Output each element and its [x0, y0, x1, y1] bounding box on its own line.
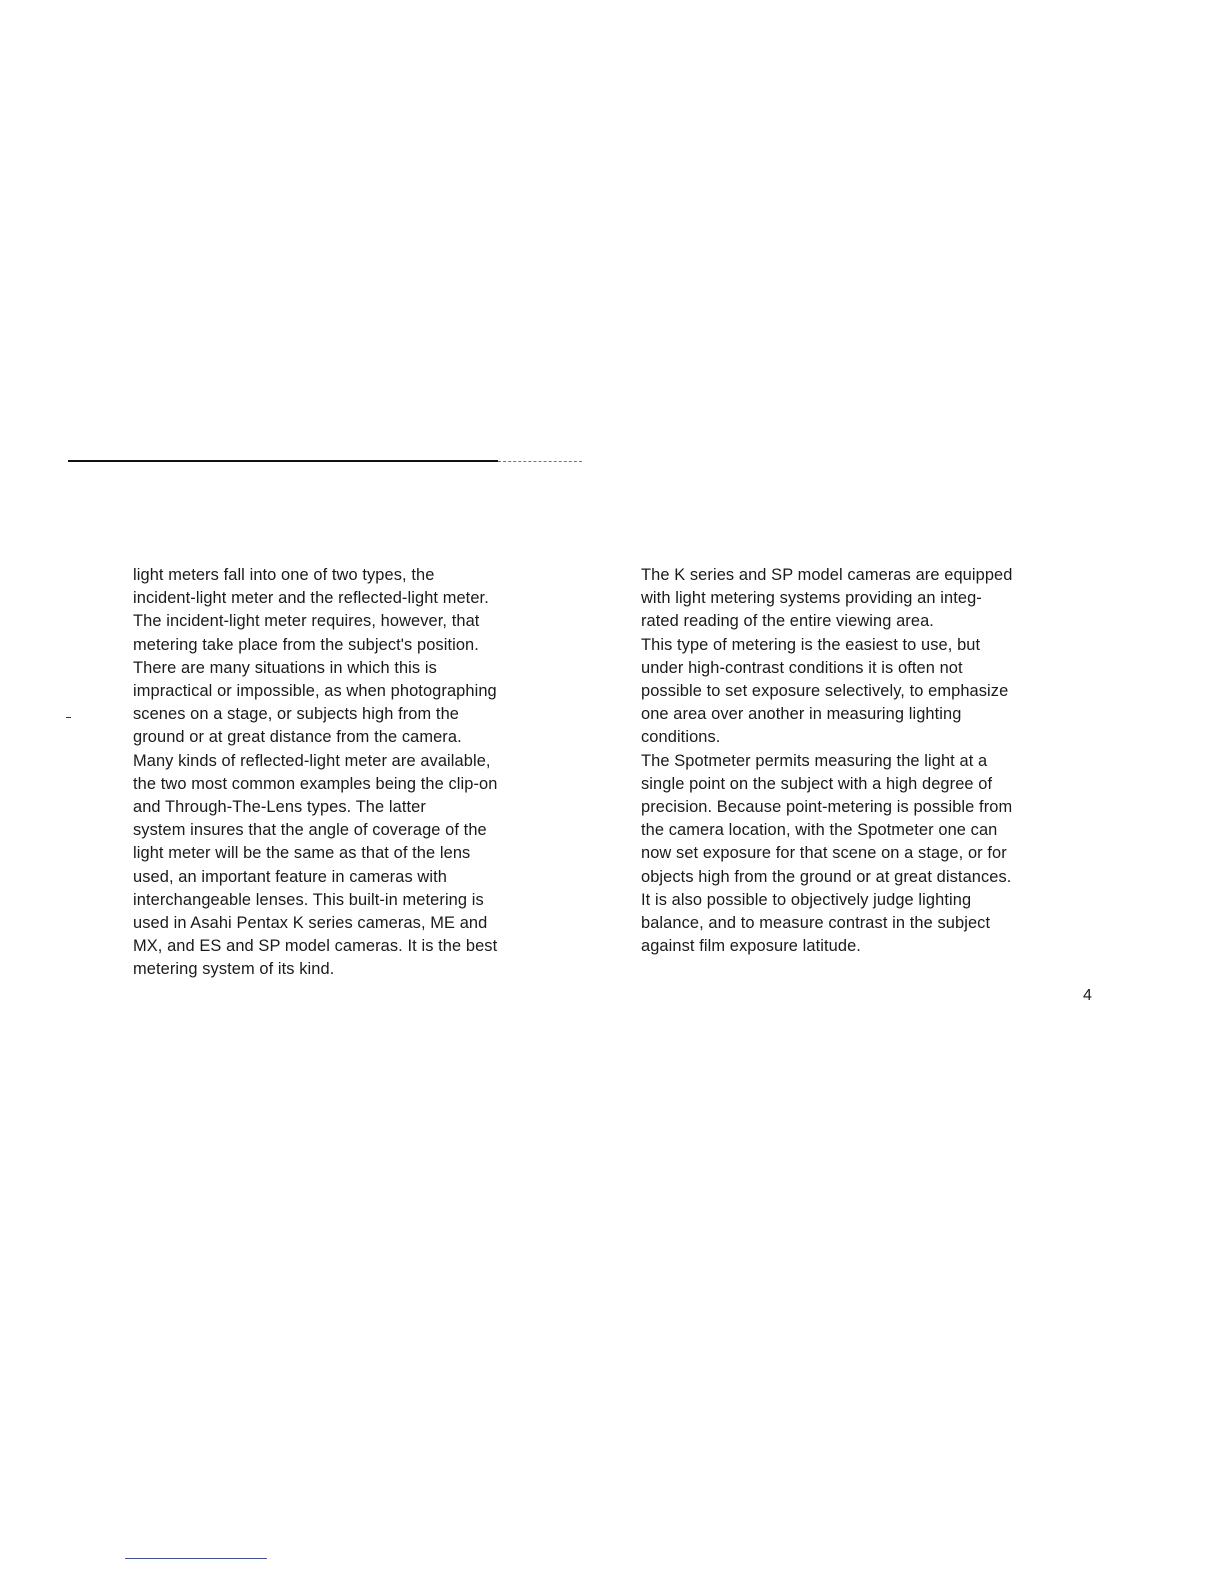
left-column — [133, 564, 603, 982]
footer-rule — [125, 1558, 267, 1559]
right-column-text: The K series and SP model cameras are equipped with light metering systems providing an integ- rated reading of the entire viewing area. This type of metering is the easiest to use, but under high-contrast conditions it is often not possible to set exposure selectively, to emphasize one area over another in measuring lighting conditions. The Spotmeter permits measuring the light at a single point on the subject with a high degree of precision. Because point-metering is possible from the camera location, with the Spotmeter one can now set exposure for that scene on a stage, or for objects high from the ground or at great distances. It is also possible to objectively judge lighting balance, and to measure contrast in the subject against film exposure latitude. — [641, 566, 1013, 956]
left-column-text: light meters fall into one of two types, the incident-light meter and the reflected-light meter. The incident-light meter requires, however, that metering take place from the subject's position. There are many situations in which this is impractical or impossible, as when photographing scenes on a stage, or subjects high from the ground or at great distance from the camera. Many kinds of reflected-light meter are available, the two most common examples being the clip-on and Through-The-Lens types. The latter system insures that the angle of coverage of the light meter will be the same as that of the lens used, an important feature in cameras with interchangeable lenses. This built-in metering is used in Asahi Pentax K series cameras, ME and MX, and ES and SP model cameras. It is the best metering system of its kind. — [133, 566, 498, 979]
header-rule-tail — [498, 461, 582, 462]
header-rule — [68, 460, 498, 462]
margin-mark — [66, 717, 71, 718]
right-column — [641, 564, 1111, 958]
page-number: 4 — [1083, 987, 1092, 1004]
